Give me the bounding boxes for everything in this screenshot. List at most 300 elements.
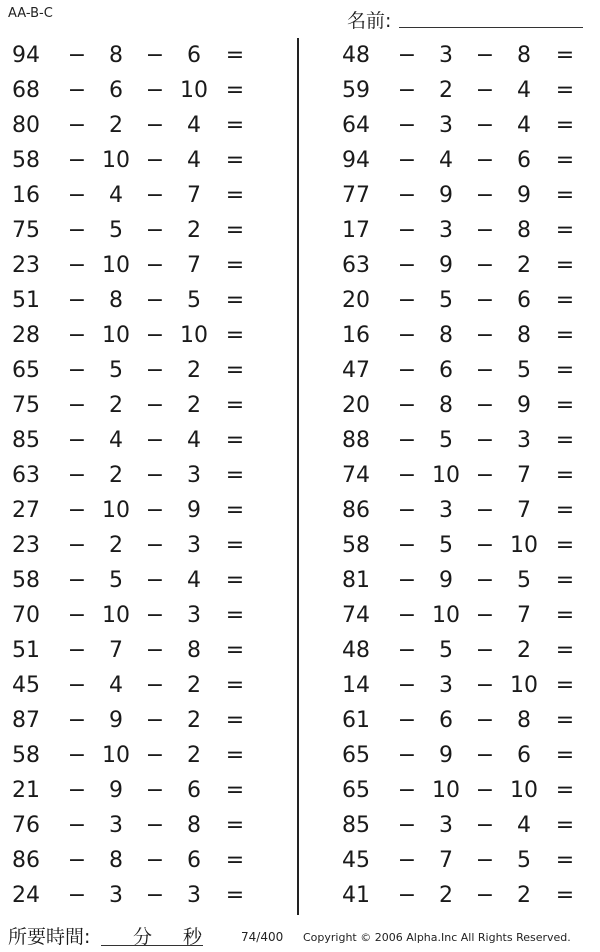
problem-row [0, 180, 270, 215]
subtrahend-2: 4 [187, 568, 201, 593]
minus-sign: − [475, 113, 495, 138]
minus-sign: − [397, 813, 417, 838]
minuend: 87 [12, 708, 40, 733]
minus-sign: − [67, 323, 87, 348]
minus-sign: − [67, 568, 87, 593]
subtrahend-1: 2 [439, 78, 453, 103]
minus-sign: − [397, 253, 417, 278]
equals-sign: = [225, 708, 245, 733]
minus-sign: − [475, 498, 495, 523]
equals-sign: = [225, 883, 245, 908]
equals-sign: = [225, 393, 245, 418]
subtrahend-2: 2 [187, 708, 201, 733]
equals-sign: = [555, 393, 575, 418]
minus-sign: − [475, 743, 495, 768]
equals-sign: = [555, 778, 575, 803]
minuend: 86 [12, 848, 40, 873]
right-problem-column [330, 40, 600, 915]
subtrahend-2: 5 [517, 358, 531, 383]
subtrahend-1: 3 [439, 813, 453, 838]
minuend: 51 [12, 638, 40, 663]
subtrahend-1: 3 [439, 498, 453, 523]
problem-row [330, 880, 600, 915]
problem-row [0, 880, 270, 915]
equals-sign: = [225, 568, 245, 593]
equals-sign: = [555, 638, 575, 663]
minus-sign: − [145, 778, 165, 803]
subtrahend-2: 2 [517, 883, 531, 908]
equals-sign: = [225, 813, 245, 838]
minus-sign: − [397, 358, 417, 383]
problem-row [330, 740, 600, 775]
problem-row [0, 635, 270, 670]
equals-sign: = [555, 568, 575, 593]
equals-sign: = [555, 708, 575, 733]
equals-sign: = [225, 323, 245, 348]
minus-sign: − [397, 218, 417, 243]
subtrahend-2: 7 [517, 498, 531, 523]
problem-row [330, 775, 600, 810]
subtrahend-2: 6 [517, 148, 531, 173]
problem-row [330, 145, 600, 180]
equals-sign: = [225, 673, 245, 698]
subtrahend-1: 10 [102, 603, 130, 628]
problem-row [330, 180, 600, 215]
subtrahend-1: 8 [109, 43, 123, 68]
minus-sign: − [397, 323, 417, 348]
minuend: 75 [12, 218, 40, 243]
minus-sign: − [475, 428, 495, 453]
minuend: 48 [342, 638, 370, 663]
subtrahend-2: 6 [517, 288, 531, 313]
minuend: 17 [342, 218, 370, 243]
minus-sign: − [145, 148, 165, 173]
equals-sign: = [225, 533, 245, 558]
problem-row [0, 355, 270, 390]
equals-sign: = [225, 358, 245, 383]
problem-row [330, 110, 600, 145]
minuend: 23 [12, 533, 40, 558]
subtrahend-1: 10 [102, 743, 130, 768]
minus-sign: − [145, 533, 165, 558]
subtrahend-2: 8 [517, 43, 531, 68]
subtrahend-1: 4 [439, 148, 453, 173]
minus-sign: − [397, 708, 417, 733]
subtrahend-1: 3 [109, 813, 123, 838]
subtrahend-1: 6 [439, 708, 453, 733]
equals-sign: = [555, 463, 575, 488]
minus-sign: − [67, 393, 87, 418]
subtrahend-2: 4 [517, 113, 531, 138]
subtrahend-1: 8 [109, 848, 123, 873]
minus-sign: − [145, 253, 165, 278]
equals-sign: = [555, 673, 575, 698]
minus-sign: − [475, 148, 495, 173]
minus-sign: − [397, 848, 417, 873]
problem-row [330, 425, 600, 460]
equals-sign: = [225, 218, 245, 243]
subtrahend-1: 3 [439, 218, 453, 243]
problem-row [0, 775, 270, 810]
minuend: 41 [342, 883, 370, 908]
minus-sign: − [475, 603, 495, 628]
problem-row [0, 565, 270, 600]
subtrahend-1: 6 [439, 358, 453, 383]
name-field[interactable] [347, 6, 587, 30]
minus-sign: − [475, 323, 495, 348]
problem-row [330, 635, 600, 670]
minus-sign: − [397, 288, 417, 313]
minus-sign: − [397, 78, 417, 103]
minus-sign: − [145, 358, 165, 383]
minuend: 23 [12, 253, 40, 278]
subtrahend-2: 6 [187, 778, 201, 803]
minus-sign: − [67, 463, 87, 488]
subtrahend-1: 4 [109, 428, 123, 453]
subtrahend-1: 10 [432, 463, 460, 488]
equals-sign: = [225, 43, 245, 68]
equals-sign: = [555, 253, 575, 278]
subtrahend-2: 3 [187, 533, 201, 558]
minus-sign: − [145, 603, 165, 628]
minus-sign: − [475, 568, 495, 593]
subtrahend-1: 2 [109, 463, 123, 488]
problem-row [0, 425, 270, 460]
problem-row [330, 215, 600, 250]
minuend: 94 [342, 148, 370, 173]
minus-sign: − [397, 603, 417, 628]
minus-sign: − [67, 358, 87, 383]
equals-sign: = [555, 218, 575, 243]
problem-row [330, 285, 600, 320]
column-divider [297, 38, 299, 915]
left-problem-column [0, 40, 270, 915]
problem-row [0, 145, 270, 180]
subtrahend-1: 9 [439, 253, 453, 278]
minus-sign: − [397, 393, 417, 418]
equals-sign: = [225, 78, 245, 103]
minus-sign: − [67, 148, 87, 173]
equals-sign: = [225, 638, 245, 663]
minus-sign: − [475, 393, 495, 418]
problem-row [0, 460, 270, 495]
problem-row [330, 355, 600, 390]
subtrahend-2: 3 [187, 463, 201, 488]
subtrahend-1: 2 [109, 393, 123, 418]
subtrahend-1: 9 [439, 743, 453, 768]
minus-sign: − [67, 78, 87, 103]
minus-sign: − [475, 533, 495, 558]
problem-row [330, 460, 600, 495]
minus-sign: − [397, 148, 417, 173]
minus-sign: − [67, 43, 87, 68]
problem-row [330, 810, 600, 845]
minuend: 75 [12, 393, 40, 418]
minus-sign: − [397, 568, 417, 593]
minus-sign: − [397, 883, 417, 908]
minuend: 88 [342, 428, 370, 453]
problem-row [330, 845, 600, 880]
minus-sign: − [475, 463, 495, 488]
minus-sign: − [67, 428, 87, 453]
minus-sign: − [67, 673, 87, 698]
subtrahend-1: 10 [102, 253, 130, 278]
minus-sign: − [145, 78, 165, 103]
subtrahend-2: 8 [517, 218, 531, 243]
minuend: 64 [342, 113, 370, 138]
minus-sign: − [67, 253, 87, 278]
minuend: 65 [12, 358, 40, 383]
subtrahend-2: 9 [517, 393, 531, 418]
subtrahend-2: 5 [187, 288, 201, 313]
subtrahend-2: 8 [517, 323, 531, 348]
subtrahend-1: 10 [102, 323, 130, 348]
minuend: 68 [12, 78, 40, 103]
equals-sign: = [555, 603, 575, 628]
subtrahend-2: 2 [187, 393, 201, 418]
equals-sign: = [555, 883, 575, 908]
subtrahend-2: 8 [187, 813, 201, 838]
minus-sign: − [475, 883, 495, 908]
subtrahend-1: 9 [439, 568, 453, 593]
subtrahend-2: 6 [187, 43, 201, 68]
subtrahend-1: 9 [439, 183, 453, 208]
minus-sign: − [145, 428, 165, 453]
minus-sign: − [67, 218, 87, 243]
seconds-label: 秒 [183, 926, 203, 948]
minus-sign: − [397, 183, 417, 208]
footer [0, 918, 600, 952]
name-line[interactable] [399, 27, 583, 28]
subtrahend-2: 7 [517, 603, 531, 628]
problem-row [330, 320, 600, 355]
problem-row [0, 285, 270, 320]
minus-sign: − [475, 78, 495, 103]
equals-sign: = [225, 743, 245, 768]
minutes-label: 分 [133, 926, 153, 948]
subtrahend-2: 6 [517, 743, 531, 768]
problem-row [0, 810, 270, 845]
subtrahend-1: 8 [439, 323, 453, 348]
minuend: 70 [12, 603, 40, 628]
minuend: 61 [342, 708, 370, 733]
minuend: 85 [12, 428, 40, 453]
subtrahend-2: 10 [510, 673, 538, 698]
subtrahend-1: 10 [432, 778, 460, 803]
equals-sign: = [555, 428, 575, 453]
problem-row [0, 705, 270, 740]
minuend: 58 [12, 568, 40, 593]
minus-sign: − [145, 183, 165, 208]
minuend: 47 [342, 358, 370, 383]
equals-sign: = [555, 323, 575, 348]
minuend: 51 [12, 288, 40, 313]
equals-sign: = [225, 288, 245, 313]
minus-sign: − [475, 253, 495, 278]
subtrahend-1: 4 [109, 673, 123, 698]
subtrahend-1: 10 [102, 148, 130, 173]
problem-row [0, 670, 270, 705]
minuend: 86 [342, 498, 370, 523]
equals-sign: = [555, 498, 575, 523]
minus-sign: − [475, 848, 495, 873]
minuend: 81 [342, 568, 370, 593]
minus-sign: − [67, 113, 87, 138]
subtrahend-2: 2 [517, 638, 531, 663]
subtrahend-1: 10 [102, 498, 130, 523]
minus-sign: − [145, 743, 165, 768]
minuend: 21 [12, 778, 40, 803]
minus-sign: − [475, 673, 495, 698]
subtrahend-2: 2 [187, 743, 201, 768]
problem-row [330, 670, 600, 705]
minuend: 65 [342, 778, 370, 803]
minus-sign: − [67, 883, 87, 908]
minuend: 27 [12, 498, 40, 523]
subtrahend-2: 2 [187, 673, 201, 698]
minus-sign: − [397, 673, 417, 698]
minuend: 45 [342, 848, 370, 873]
subtrahend-1: 9 [109, 778, 123, 803]
subtrahend-2: 5 [517, 568, 531, 593]
minus-sign: − [67, 848, 87, 873]
problem-row [330, 530, 600, 565]
minus-sign: − [475, 218, 495, 243]
problem-row [330, 40, 600, 75]
equals-sign: = [555, 358, 575, 383]
subtrahend-1: 5 [439, 533, 453, 558]
subtrahend-2: 7 [187, 253, 201, 278]
minuend: 65 [342, 743, 370, 768]
minus-sign: − [145, 288, 165, 313]
subtrahend-2: 8 [517, 708, 531, 733]
problem-row [0, 600, 270, 635]
minuend: 77 [342, 183, 370, 208]
subtrahend-2: 10 [510, 778, 538, 803]
equals-sign: = [225, 183, 245, 208]
minuend: 14 [342, 673, 370, 698]
subtrahend-1: 2 [439, 883, 453, 908]
equals-sign: = [555, 533, 575, 558]
subtrahend-1: 3 [109, 883, 123, 908]
minus-sign: − [145, 673, 165, 698]
equals-sign: = [225, 113, 245, 138]
problem-row [0, 845, 270, 880]
subtrahend-2: 10 [180, 323, 208, 348]
minuend: 20 [342, 393, 370, 418]
subtrahend-1: 5 [109, 568, 123, 593]
equals-sign: = [225, 848, 245, 873]
subtrahend-1: 5 [439, 428, 453, 453]
minus-sign: − [397, 498, 417, 523]
problem-row [330, 565, 600, 600]
minus-sign: − [397, 463, 417, 488]
equals-sign: = [225, 253, 245, 278]
subtrahend-2: 8 [187, 638, 201, 663]
equals-sign: = [225, 778, 245, 803]
worksheet-code: AA-B-C [8, 6, 53, 21]
subtrahend-2: 3 [517, 428, 531, 453]
minus-sign: − [67, 638, 87, 663]
problem-row [0, 40, 270, 75]
minus-sign: − [145, 393, 165, 418]
problem-row [0, 75, 270, 110]
minus-sign: − [397, 43, 417, 68]
minus-sign: − [67, 603, 87, 628]
minuend: 76 [12, 813, 40, 838]
problem-row [330, 75, 600, 110]
minus-sign: − [145, 848, 165, 873]
subtrahend-1: 8 [439, 393, 453, 418]
minus-sign: − [397, 778, 417, 803]
subtrahend-2: 7 [517, 463, 531, 488]
minuend: 63 [342, 253, 370, 278]
subtrahend-1: 2 [109, 533, 123, 558]
minuend: 20 [342, 288, 370, 313]
equals-sign: = [555, 183, 575, 208]
subtrahend-1: 5 [439, 638, 453, 663]
subtrahend-1: 2 [109, 113, 123, 138]
minuend: 74 [342, 463, 370, 488]
subtrahend-2: 4 [517, 78, 531, 103]
problem-row [330, 600, 600, 635]
subtrahend-1: 5 [109, 218, 123, 243]
minuend: 16 [342, 323, 370, 348]
problem-row [330, 495, 600, 530]
problem-row [0, 320, 270, 355]
subtrahend-1: 5 [109, 358, 123, 383]
equals-sign: = [555, 813, 575, 838]
minus-sign: − [475, 288, 495, 313]
minus-sign: − [145, 463, 165, 488]
subtrahend-1: 8 [109, 288, 123, 313]
minuend: 59 [342, 78, 370, 103]
minus-sign: − [67, 183, 87, 208]
subtrahend-1: 7 [439, 848, 453, 873]
subtrahend-2: 10 [510, 533, 538, 558]
equals-sign: = [225, 603, 245, 628]
subtrahend-2: 2 [187, 358, 201, 383]
minuend: 85 [342, 813, 370, 838]
minus-sign: − [397, 743, 417, 768]
subtrahend-2: 2 [517, 253, 531, 278]
minuend: 58 [12, 148, 40, 173]
subtrahend-1: 3 [439, 673, 453, 698]
minus-sign: − [67, 708, 87, 733]
minus-sign: − [475, 708, 495, 733]
copyright-notice: Copyright © 2006 Alpha.Inc All Rights Reserved. [303, 931, 571, 944]
subtrahend-2: 4 [187, 113, 201, 138]
equals-sign: = [555, 113, 575, 138]
problem-row [0, 250, 270, 285]
minus-sign: − [397, 113, 417, 138]
equals-sign: = [555, 43, 575, 68]
minus-sign: − [145, 498, 165, 523]
problem-row [0, 390, 270, 425]
minuend: 45 [12, 673, 40, 698]
minus-sign: − [67, 743, 87, 768]
minus-sign: − [67, 778, 87, 803]
minuend: 58 [12, 743, 40, 768]
subtrahend-1: 3 [439, 43, 453, 68]
minus-sign: − [145, 638, 165, 663]
minus-sign: − [397, 533, 417, 558]
subtrahend-2: 4 [517, 813, 531, 838]
subtrahend-1: 5 [439, 288, 453, 313]
minus-sign: − [67, 533, 87, 558]
problem-row [330, 390, 600, 425]
subtrahend-2: 6 [187, 848, 201, 873]
